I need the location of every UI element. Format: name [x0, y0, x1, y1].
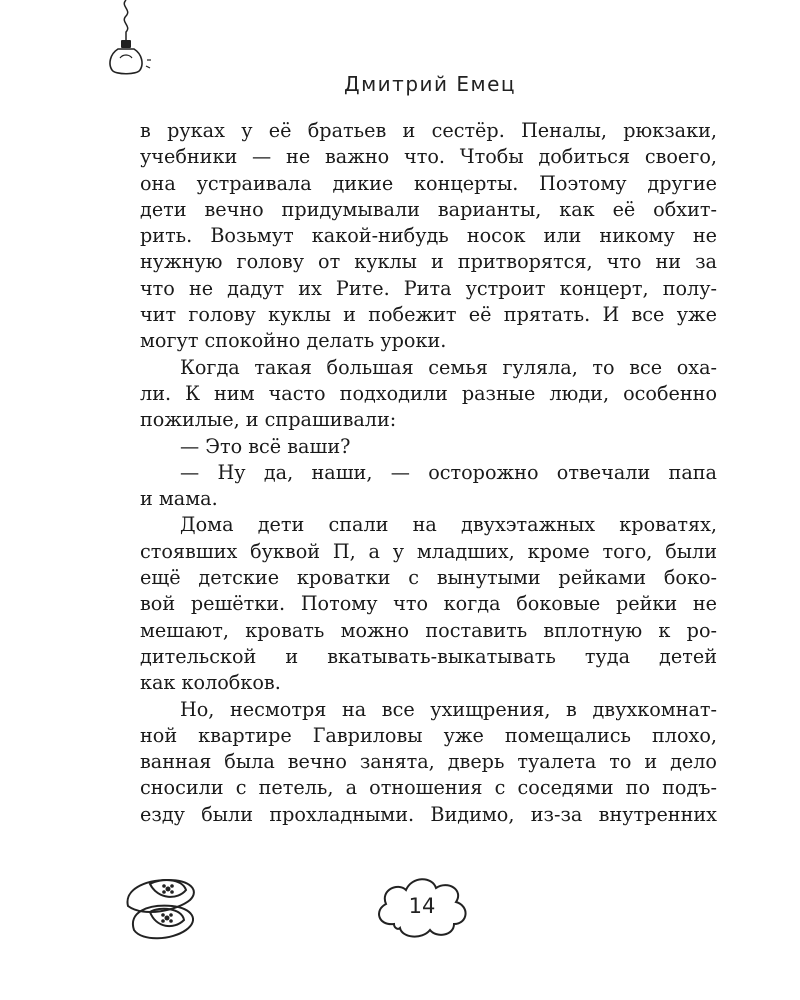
text-line: она устраивала дикие концерты. Поэтому другие — [140, 171, 717, 195]
text-line: ли. К ним часто подходили разные люди, особенно — [140, 381, 717, 405]
text-line: ванная была вечно занята, дверь туалета то и дело — [140, 750, 717, 774]
text-line: мешают, кровать можно поставить вплотную к ро- — [140, 618, 717, 642]
text-line: рить. Возьмут какой-нибудь носок или никому не — [140, 224, 717, 248]
text-line: дети вечно придумывали варианты, как её обхит- — [140, 197, 717, 221]
text-line: пожилые, и спрашивали: — [140, 408, 397, 432]
page-number: 14 — [408, 894, 436, 918]
text-line: нужную голову от куклы и притворятся, что ни за — [140, 250, 717, 274]
running-header-author: Дмитрий Емец — [343, 72, 517, 96]
text-line: в руках у её братьев и сестёр. Пеналы, рюкзаки, — [140, 119, 717, 142]
text-line: как колобков. — [140, 671, 281, 695]
text-line: могут спокойно делать уроки. — [140, 329, 447, 353]
text-line: вой решётки. Потому что когда боковые рейки не — [140, 592, 717, 616]
text-line: Когда такая большая семья гуляла, то все оха- — [180, 355, 717, 379]
text-line: дительской и вкатывать-выкатывать туда детей — [140, 644, 717, 668]
text-line: сносили с петель, а отношения с соседями по подъ- — [140, 776, 717, 800]
text-line: учебники — не важно что. Чтобы добиться своего, — [140, 145, 717, 169]
body-text — [140, 118, 717, 828]
text-line: — Ну да, наши, — осторожно отвечали папа — [180, 460, 717, 484]
text-line: Дома дети спали на двухэтажных кроватях, — [180, 513, 717, 537]
text-line: езду были прохладными. Видимо, из-за внутренних — [140, 802, 717, 826]
text-line: что не дадут их Рите. Рита устроит концерт, полу- — [140, 276, 717, 300]
text-line: ной квартире Гавриловы уже помещались плохо, — [140, 723, 717, 747]
light-bulb-icon — [100, 0, 160, 80]
text-line: ещё детские кроватки с вынутыми рейками боко- — [140, 566, 717, 590]
slippers-icon — [120, 872, 210, 952]
text-line: стоявших буквой П, а у младших, кроме того, были — [140, 539, 717, 563]
text-line: Но, несмотря на все ухищрения, в двухкомнат- — [180, 697, 717, 721]
text-line: и мама. — [140, 487, 218, 511]
text-line: — Это всё ваши? — [180, 434, 351, 458]
text-line: чит голову куклы и побежит её прятать. И все уже — [140, 303, 717, 327]
